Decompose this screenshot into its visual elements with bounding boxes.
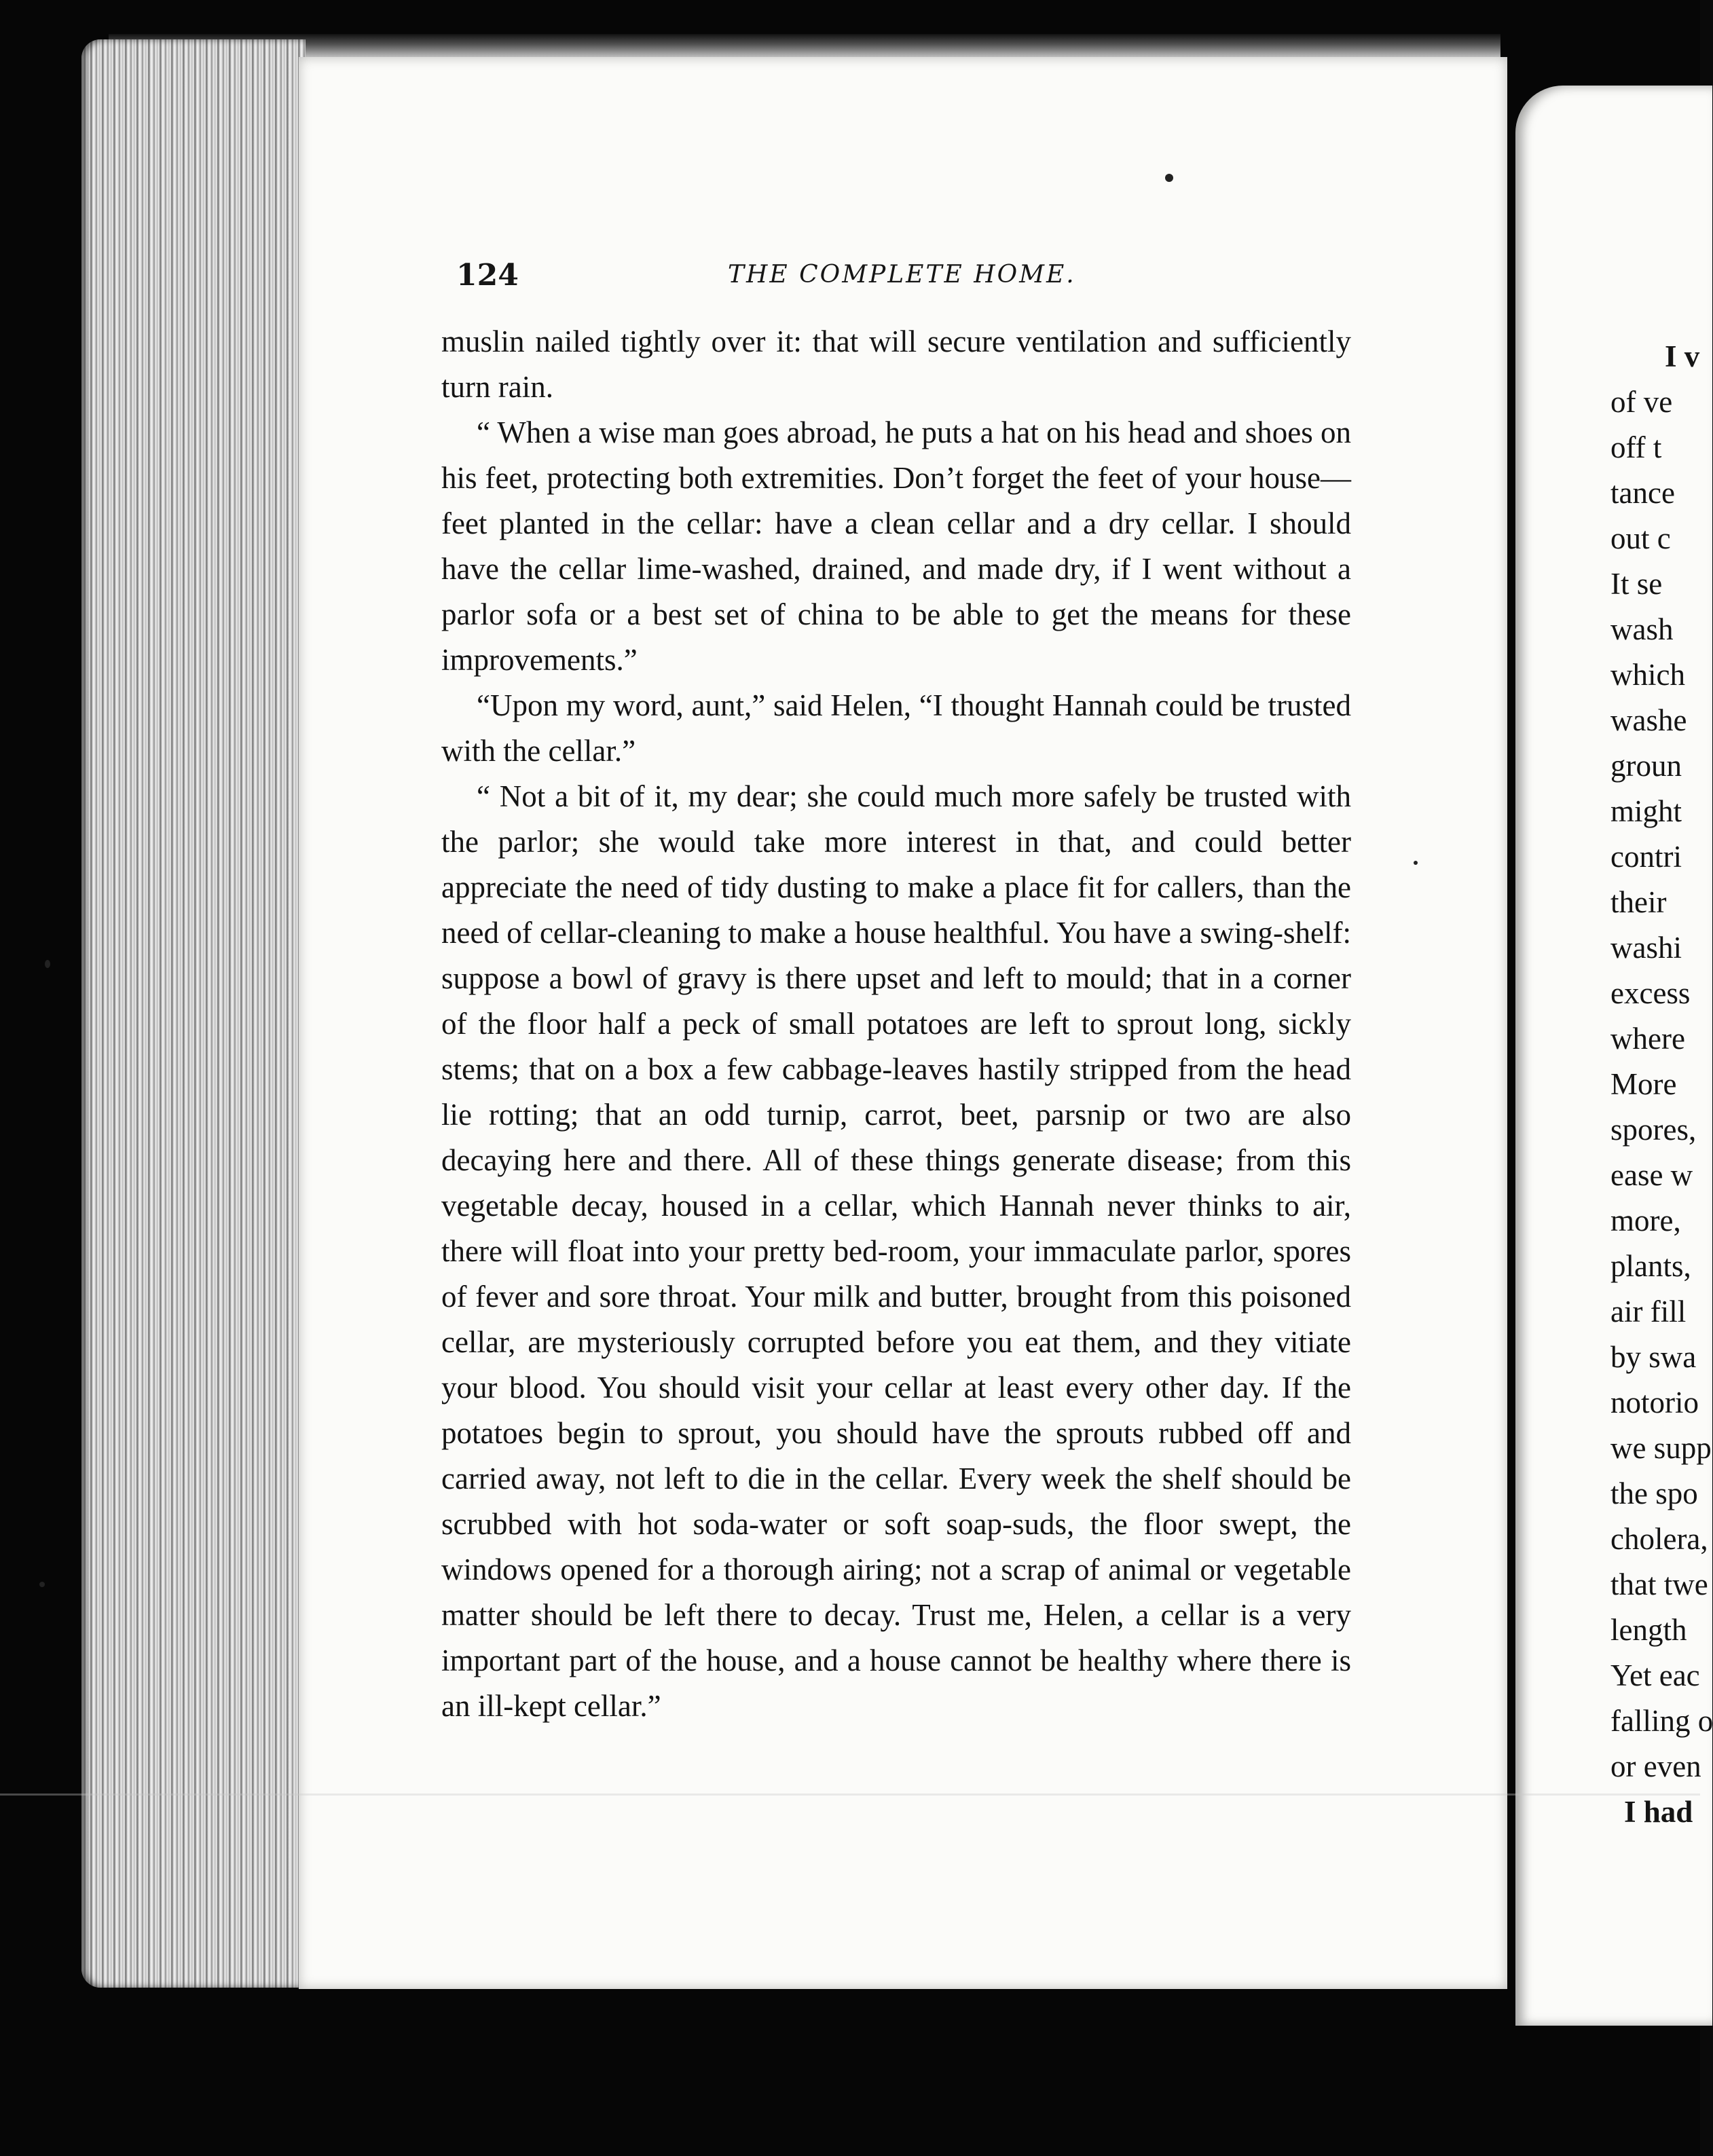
scan-artifact-line (0, 1793, 1700, 1796)
page-body-text (441, 319, 1351, 1729)
facing-line: More (1610, 1067, 1677, 1101)
paragraph: “ Not a bit of it, my dear; she could much more safely be trusted with the parlor; she would take more interest in that, and could better appreciate the need of tidy dusting to make a place fit for callers, than the need of cellar-cleaning to make a house healthful. You have a swing-shelf: suppose a bowl of gravy is there upset and left to mould; that in a corner of the floor half a peck of small potatoes are left to sprout long, sickly stems; that on a box a few cabbage-leaves hastily stripped from the head lie rotting; that an odd turnip, carrot, beet, parsnip or two are also decaying here and there. All of these things generate disease; from this vegetable decay, housed in a cellar, which Hannah never thinks to air, there will float into your pretty bed-room, your immaculate parlor, spores of fever and sore throat. Your milk and butter, brought from this poisoned cellar, are mysteriously corrupted before you eat them, and they vitiate your blood. You should visit your cellar at least every other day. If the potatoes begin to sprout, you should have the sprouts rubbed off and carried away, not left to die in the cellar. Every week the shelf should be scrubbed with hot soda-water or soft soap-suds, the floor swept, the windows opened for a thorough airing; not a scrap of animal or vegetable matter should be left there to decay. Trust me, Helen, a cellar is a very important part of the house, and a house cannot be healthy where there is an ill-kept cellar.” (441, 779, 1351, 1723)
facing-line: excess (1610, 976, 1691, 1010)
facing-line: notorio (1610, 1386, 1699, 1419)
paragraph: muslin nailed tightly over it: that will secure ventilation and sufficiently turn rain. (441, 324, 1351, 404)
facing-line: air fill (1610, 1295, 1687, 1328)
facing-line: contri (1610, 840, 1682, 874)
facing-line: I had (1624, 1795, 1693, 1829)
facing-line: which (1610, 658, 1685, 692)
facing-page-text (1610, 334, 1713, 1835)
facing-line: their (1610, 885, 1667, 919)
page-number: 124 (456, 258, 519, 293)
facing-line: washe (1610, 703, 1687, 737)
facing-line: wash (1610, 612, 1674, 646)
facing-line: more, (1610, 1204, 1681, 1238)
facing-line: Yet eac (1610, 1658, 1700, 1692)
ink-speck (1414, 861, 1418, 865)
ink-speck (39, 1582, 45, 1587)
running-head: THE COMPLETE HOME. (728, 261, 1076, 289)
facing-line: It se (1610, 567, 1663, 601)
facing-line: spores, (1610, 1113, 1697, 1147)
ink-speck (45, 960, 50, 968)
facing-line: that twe (1610, 1567, 1708, 1601)
facing-line: where (1610, 1022, 1685, 1056)
facing-line: off t (1610, 430, 1662, 464)
ink-speck (1165, 174, 1173, 182)
facing-line: falling o (1610, 1704, 1713, 1738)
facing-line: washi (1610, 931, 1682, 965)
book-page-edges (81, 39, 306, 1988)
facing-line: or even (1610, 1749, 1701, 1783)
facing-line: I v (1665, 339, 1700, 373)
page-header (456, 258, 1359, 299)
facing-line: of ve (1610, 385, 1673, 419)
facing-line: the spo (1610, 1476, 1698, 1510)
facing-line: might (1610, 794, 1682, 828)
facing-line: tance (1610, 476, 1675, 510)
paragraph: “ When a wise man goes abroad, he puts a hat on his head and shoes on his feet, protecting both extremities. Don’t forget the feet of your house—feet planted in the cellar: have a clean cellar and a dry cellar. I should have the cellar lime-washed, drained, and made dry, if I went without a parlor sofa or a best set of china to be able to get the means for these improvements.” (441, 415, 1351, 677)
facing-line: length (1610, 1613, 1687, 1647)
facing-line: groun (1610, 749, 1682, 783)
facing-line: we supp (1610, 1431, 1712, 1465)
facing-line: out c (1610, 521, 1671, 555)
paragraph: “Upon my word, aunt,” said Helen, “I thought Hannah could be trusted with the cellar.” (441, 688, 1351, 768)
facing-line: cholera, (1610, 1522, 1708, 1556)
facing-line: by swa (1610, 1340, 1697, 1374)
facing-line: plants, (1610, 1249, 1691, 1283)
facing-line: ease w (1610, 1158, 1693, 1192)
